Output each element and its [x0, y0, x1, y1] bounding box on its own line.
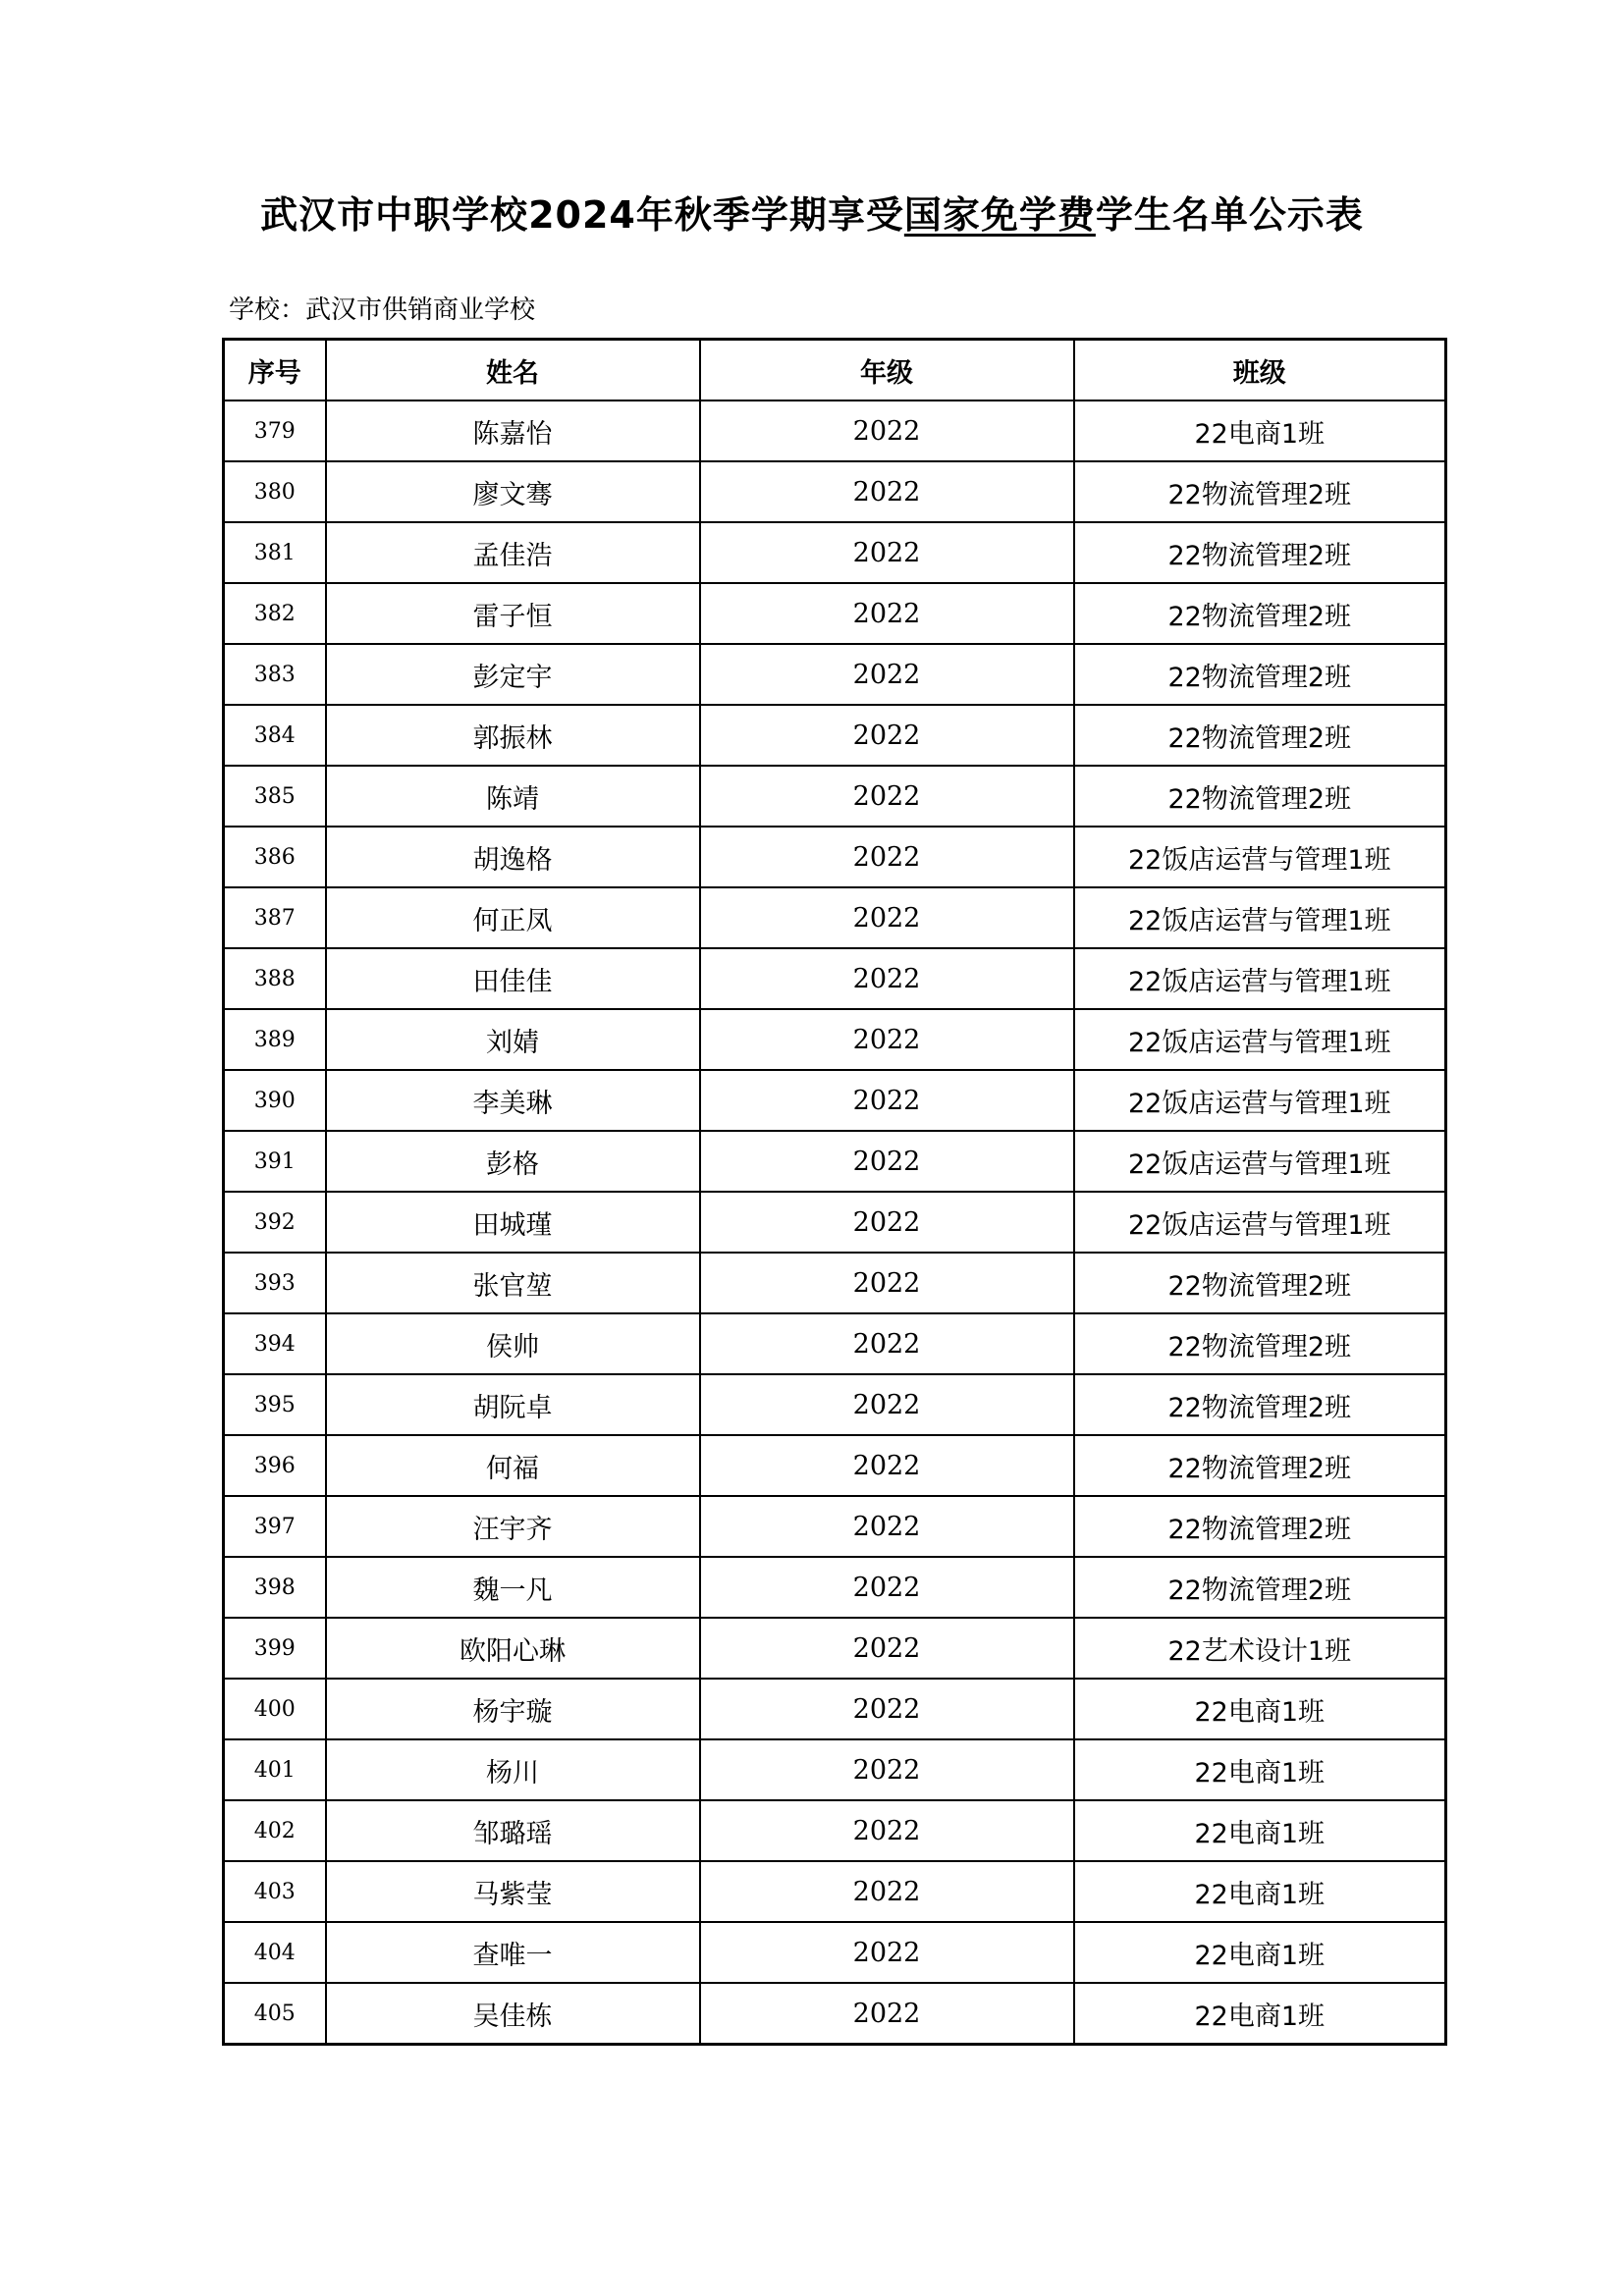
cell-seq: 393 [224, 1253, 326, 1313]
cell-class: 22电商1班 [1074, 1739, 1446, 1800]
cell-name: 彭定宇 [326, 644, 700, 705]
cell-class: 22物流管理2班 [1074, 1435, 1446, 1496]
cell-seq: 390 [224, 1070, 326, 1131]
cell-seq: 392 [224, 1192, 326, 1253]
cell-name: 张官堃 [326, 1253, 700, 1313]
cell-name: 陈嘉怡 [326, 400, 700, 461]
title-part2: 国家免学费 [903, 193, 1096, 237]
cell-seq: 380 [224, 461, 326, 522]
cell-seq: 388 [224, 948, 326, 1009]
cell-name: 刘婧 [326, 1009, 700, 1070]
cell-grade: 2022 [700, 1557, 1074, 1618]
cell-class: 22电商1班 [1074, 1679, 1446, 1739]
cell-class: 22电商1班 [1074, 1983, 1446, 2045]
cell-seq: 400 [224, 1679, 326, 1739]
cell-class: 22饭店运营与管理1班 [1074, 887, 1446, 948]
table-row [224, 1253, 1446, 1313]
cell-grade: 2022 [700, 1253, 1074, 1313]
cell-name: 李美琳 [326, 1070, 700, 1131]
cell-seq: 394 [224, 1313, 326, 1374]
cell-name: 胡阮卓 [326, 1374, 700, 1435]
cell-name: 魏一凡 [326, 1557, 700, 1618]
table-row [224, 583, 1446, 644]
cell-name: 吴佳栋 [326, 1983, 700, 2045]
table-row [224, 827, 1446, 887]
table-row [224, 522, 1446, 583]
table-row [224, 1861, 1446, 1922]
cell-grade: 2022 [700, 1131, 1074, 1192]
cell-seq: 389 [224, 1009, 326, 1070]
table-body [224, 400, 1446, 2045]
cell-class: 22物流管理2班 [1074, 461, 1446, 522]
cell-grade: 2022 [700, 705, 1074, 766]
cell-grade: 2022 [700, 461, 1074, 522]
header-grade: 年级 [700, 340, 1074, 401]
cell-seq: 383 [224, 644, 326, 705]
page-title [0, 185, 1624, 239]
cell-seq: 398 [224, 1557, 326, 1618]
cell-class: 22物流管理2班 [1074, 766, 1446, 827]
table-row [224, 948, 1446, 1009]
cell-class: 22物流管理2班 [1074, 522, 1446, 583]
cell-name: 孟佳浩 [326, 522, 700, 583]
cell-class: 22电商1班 [1074, 1800, 1446, 1861]
cell-grade: 2022 [700, 1192, 1074, 1253]
cell-class: 22饭店运营与管理1班 [1074, 1192, 1446, 1253]
cell-class: 22物流管理2班 [1074, 583, 1446, 644]
table-row [224, 1800, 1446, 1861]
cell-name: 欧阳心琳 [326, 1618, 700, 1679]
cell-class: 22物流管理2班 [1074, 1496, 1446, 1557]
cell-seq: 405 [224, 1983, 326, 2045]
cell-class: 22物流管理2班 [1074, 1253, 1446, 1313]
cell-class: 22饭店运营与管理1班 [1074, 1009, 1446, 1070]
title-part1: 武汉市中职学校2024年秋季学期享受 [260, 193, 904, 237]
table-row [224, 1313, 1446, 1374]
table-row [224, 887, 1446, 948]
cell-grade: 2022 [700, 1374, 1074, 1435]
cell-class: 22物流管理2班 [1074, 644, 1446, 705]
cell-name: 杨川 [326, 1739, 700, 1800]
cell-name: 杨宇璇 [326, 1679, 700, 1739]
cell-name: 邹璐瑶 [326, 1800, 700, 1861]
cell-class: 22饭店运营与管理1班 [1074, 1131, 1446, 1192]
cell-grade: 2022 [700, 583, 1074, 644]
cell-class: 22物流管理2班 [1074, 705, 1446, 766]
cell-grade: 2022 [700, 1800, 1074, 1861]
cell-name: 胡逸格 [326, 827, 700, 887]
cell-class: 22饭店运营与管理1班 [1074, 1070, 1446, 1131]
cell-grade: 2022 [700, 1739, 1074, 1800]
cell-class: 22饭店运营与管理1班 [1074, 948, 1446, 1009]
table-header-row [224, 340, 1446, 401]
table-row [224, 644, 1446, 705]
header-name: 姓名 [326, 340, 700, 401]
cell-seq: 391 [224, 1131, 326, 1192]
cell-seq: 404 [224, 1922, 326, 1983]
cell-seq: 382 [224, 583, 326, 644]
cell-name: 马紫莹 [326, 1861, 700, 1922]
table-row [224, 1618, 1446, 1679]
cell-name: 雷子恒 [326, 583, 700, 644]
cell-seq: 403 [224, 1861, 326, 1922]
cell-name: 陈靖 [326, 766, 700, 827]
table-row [224, 766, 1446, 827]
table-row [224, 1739, 1446, 1800]
table-row [224, 1496, 1446, 1557]
cell-name: 查唯一 [326, 1922, 700, 1983]
cell-grade: 2022 [700, 1435, 1074, 1496]
cell-class: 22艺术设计1班 [1074, 1618, 1446, 1679]
table-row [224, 1374, 1446, 1435]
table-row [224, 705, 1446, 766]
cell-grade: 2022 [700, 766, 1074, 827]
cell-grade: 2022 [700, 1983, 1074, 2045]
cell-grade: 2022 [700, 1070, 1074, 1131]
cell-seq: 387 [224, 887, 326, 948]
cell-class: 22电商1班 [1074, 1922, 1446, 1983]
cell-name: 彭格 [326, 1131, 700, 1192]
cell-seq: 386 [224, 827, 326, 887]
header-seq: 序号 [224, 340, 326, 401]
cell-grade: 2022 [700, 827, 1074, 887]
cell-class: 22物流管理2班 [1074, 1374, 1446, 1435]
cell-name: 何正凤 [326, 887, 700, 948]
cell-seq: 397 [224, 1496, 326, 1557]
cell-class: 22物流管理2班 [1074, 1313, 1446, 1374]
cell-seq: 381 [224, 522, 326, 583]
cell-grade: 2022 [700, 400, 1074, 461]
cell-seq: 379 [224, 400, 326, 461]
table-row [224, 1009, 1446, 1070]
cell-seq: 395 [224, 1374, 326, 1435]
cell-grade: 2022 [700, 948, 1074, 1009]
cell-grade: 2022 [700, 1009, 1074, 1070]
cell-seq: 401 [224, 1739, 326, 1800]
title-part3: 学生名单公示表 [1095, 193, 1364, 237]
cell-grade: 2022 [700, 522, 1074, 583]
cell-name: 汪宇齐 [326, 1496, 700, 1557]
table-row [224, 1983, 1446, 2045]
table-row [224, 1557, 1446, 1618]
cell-class: 22电商1班 [1074, 1861, 1446, 1922]
cell-seq: 399 [224, 1618, 326, 1679]
table-row [224, 1070, 1446, 1131]
cell-name: 郭振林 [326, 705, 700, 766]
cell-grade: 2022 [700, 887, 1074, 948]
table-row [224, 1435, 1446, 1496]
cell-name: 田佳佳 [326, 948, 700, 1009]
header-class: 班级 [1074, 340, 1446, 401]
cell-grade: 2022 [700, 1922, 1074, 1983]
cell-grade: 2022 [700, 1618, 1074, 1679]
cell-class: 22饭店运营与管理1班 [1074, 827, 1446, 887]
cell-name: 何福 [326, 1435, 700, 1496]
table-row [224, 1922, 1446, 1983]
table-row [224, 1131, 1446, 1192]
cell-name: 廖文骞 [326, 461, 700, 522]
cell-class: 22物流管理2班 [1074, 1557, 1446, 1618]
cell-grade: 2022 [700, 1861, 1074, 1922]
table-row [224, 1192, 1446, 1253]
cell-grade: 2022 [700, 1496, 1074, 1557]
table-row [224, 400, 1446, 461]
student-table [222, 338, 1447, 2046]
table-row [224, 461, 1446, 522]
cell-name: 田城瑾 [326, 1192, 700, 1253]
cell-seq: 402 [224, 1800, 326, 1861]
cell-class: 22电商1班 [1074, 400, 1446, 461]
cell-grade: 2022 [700, 644, 1074, 705]
table-row [224, 1679, 1446, 1739]
cell-seq: 385 [224, 766, 326, 827]
cell-name: 侯帅 [326, 1313, 700, 1374]
cell-grade: 2022 [700, 1679, 1074, 1739]
school-line: 学校：武汉市供销商业学校 [229, 295, 536, 325]
cell-grade: 2022 [700, 1313, 1074, 1374]
cell-seq: 396 [224, 1435, 326, 1496]
cell-seq: 384 [224, 705, 326, 766]
